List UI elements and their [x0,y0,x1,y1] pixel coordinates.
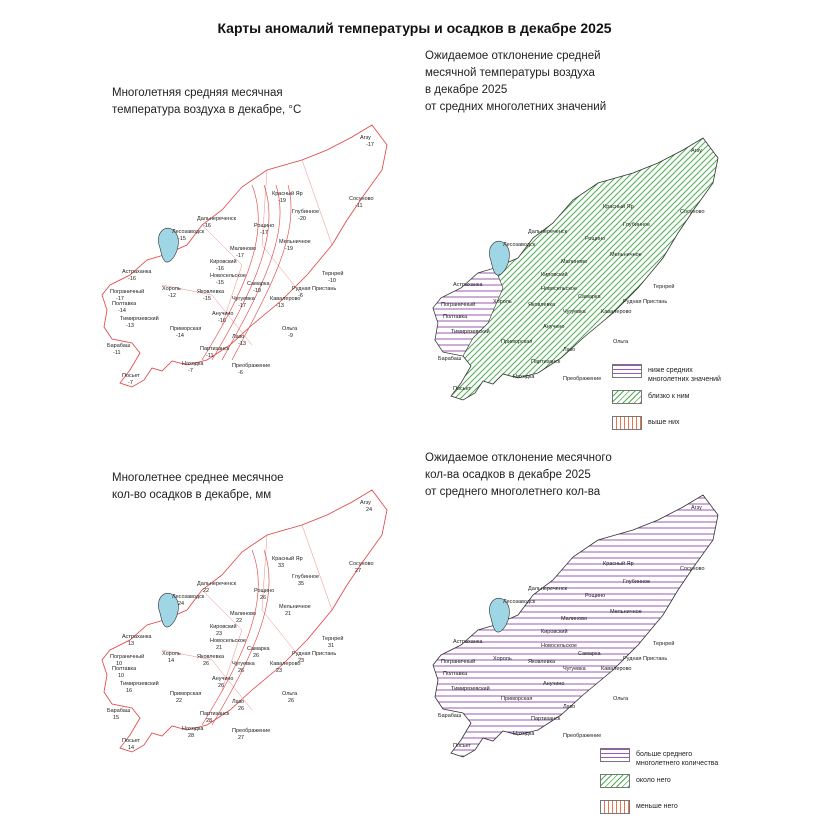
station-name: Агзу [360,135,371,141]
legend-label: ниже средних многолетних значений [648,367,721,383]
station-value: 13 [128,641,135,647]
station-name: Глубинное [623,222,651,228]
station-value: -17 [236,253,244,259]
station-name: Барабаш [107,343,131,349]
station-value: -17 [238,303,246,309]
station-name: Дальнереченск [528,229,568,235]
station-value: -15 [178,236,186,242]
station-name: Сосуново [349,196,374,202]
station-name: Приморская [501,696,533,702]
station-name: Пограничный [110,654,145,660]
station-name: Преображение [232,728,271,734]
temperature-anomaly-map [415,48,745,408]
station-name: Самарка [578,294,601,300]
legend-swatch [600,774,630,788]
station-name: Красный Яр [603,561,634,567]
station-name: Лазо [232,699,245,705]
station-value: 26 [253,653,260,659]
station-name: Рудная Пристань [623,299,668,305]
station-value: -10 [328,278,336,284]
panel-title-line: Многолетняя средняя месячная [112,87,283,99]
station-name: Партизанск [200,711,230,717]
station-name: Хороль [493,299,512,305]
station-name: Посьет [453,386,472,392]
station-name: Полтавка [112,666,137,672]
station-name: Сосуново [349,561,374,567]
station-name: Кавалерово [601,666,632,672]
station-name: Преображение [232,363,271,369]
map-panel-temperature-anomaly [415,48,745,408]
station-name: Кировский [210,259,237,265]
station-name: Тимирязевский [451,329,490,335]
station-name: Лесозаводск [172,229,205,235]
station-value: 28 [188,733,195,739]
station-name: Лазо [232,334,245,340]
station-name: Кавалерово [601,309,632,315]
station-value: -7 [188,368,193,374]
station-value: -11 [206,353,214,359]
station-name: Красный Яр [603,204,634,210]
station-name: Барабаш [107,708,131,714]
panel-title-line: в декабре 2025 [425,84,508,96]
station-value: 22 [236,618,243,624]
station-name: Тимирязевский [120,316,159,322]
station-value: 31 [328,643,335,649]
station-name: Рудная Пристань [292,286,337,292]
panel-title-line: температура воздуха в декабре, °С [112,104,302,116]
station-name: Астраханка [122,634,152,640]
station-value: 33 [278,563,285,569]
station-name: Кавалерово [270,296,301,302]
station-value: -12 [168,293,176,299]
station-name: Пограничный [441,659,476,665]
station-name: Новосельское [210,273,246,279]
station-name: Хороль [162,286,181,292]
station-name: Малиново [561,616,587,622]
station-name: Новосельское [541,286,577,292]
station-value: 23 [216,631,223,637]
station-name: Ольга [613,696,629,702]
station-value: -6 [238,370,243,376]
region-outline [102,490,387,752]
station-name: Тернрей [322,271,344,277]
station-name: Мельничное [279,239,311,245]
station-value: -20 [298,216,306,222]
legend-swatch [612,364,642,378]
panel-title-line: Ожидаемое отклонение месячного [425,452,612,464]
station-name: Находка [182,726,204,732]
station-value: 21 [216,645,223,651]
station-name: Приморская [170,326,202,332]
panel-title-line: от среднего многолетнего кол-ва [425,486,601,498]
station-name: Малиново [561,259,587,265]
station-value: -17 [260,230,268,236]
station-value: 26 [218,683,225,689]
station-name: Преображение [563,733,602,739]
station-name: Мельничное [279,604,311,610]
station-name: Рощино [254,223,275,229]
map-panel-temperature-norm [100,85,430,445]
legend-swatch [600,800,630,814]
station-name: Мельничное [610,609,642,615]
district-boundary [302,160,332,245]
station-name: Рощино [585,593,606,599]
station-value: 24 [178,601,185,607]
station-name: Анучино [543,324,565,330]
station-value: 26 [288,698,295,704]
station-name: Тернрей [653,284,675,290]
station-name: Чугуевка [232,661,255,667]
station-value: -19 [285,246,293,252]
station-value: 15 [113,715,120,721]
station-value: -16 [128,276,136,282]
station-value: -17 [116,296,124,302]
station-name: Анучино [212,311,234,317]
map-panel-precipitation-norm [100,470,430,830]
station-name: Сосуново [680,209,705,215]
station-name: Преображение [563,376,602,382]
precipitation-norm-map [100,470,430,790]
station-name: Агзу [360,500,371,506]
station-name: Малиново [230,611,256,617]
station-name: Пограничный [441,302,476,308]
legend-swatch [612,390,642,404]
station-name: Анучино [212,676,234,682]
station-name: Пограничный [110,289,145,295]
legend-swatch [600,748,630,762]
station-name: Приморская [501,339,533,345]
station-name: Ольга [613,339,629,345]
panel-title-line: Ожидаемое отклонение средней [425,50,601,62]
panel-title-line: кол-ва осадков в декабре 2025 [425,469,591,481]
station-value: 16 [126,688,133,694]
station-name: Анучино [543,681,565,687]
station-value: -19 [278,198,286,204]
station-name: Тернрей [322,636,344,642]
station-name: Глубинное [623,579,651,585]
legend-label: близко к ним [648,393,690,400]
station-name: Дальнереченск [528,586,568,592]
station-name: Ольга [282,326,298,332]
station-name: Дальнереченск [197,216,237,222]
station-name: Кировский [541,272,568,278]
station-name: Находка [513,731,535,737]
station-value: 21 [285,611,292,617]
station-name: Лесозаводск [503,242,536,248]
station-value: -19 [253,288,261,294]
station-value: 27 [238,735,245,741]
station-value: -13 [126,323,134,329]
station-value: 10 [118,673,125,679]
panel-title-line: месячной температуры воздуха [425,67,595,79]
station-value: -16 [216,266,224,272]
station-name: Тимирязевский [120,681,159,687]
station-name: Рощино [585,236,606,242]
station-name: Чугуевка [563,309,586,315]
station-name: Приморская [170,691,202,697]
station-name: Мельничное [610,252,642,258]
station-name: Астраханка [453,282,483,288]
station-value: 26 [238,668,245,674]
legend-swatch [612,416,642,430]
station-value: -14 [176,333,184,339]
legend-label: меньше него [636,803,678,810]
station-name: Астраханка [453,639,483,645]
station-name: Новосельское [210,638,246,644]
station-name: Глубинное [292,574,320,580]
station-value: 23 [298,658,305,664]
panel-title-line: кол-во осадков в декабре, мм [112,489,272,501]
station-name: Красный Яр [272,191,303,197]
station-name: Посьет [122,373,141,379]
district-boundary [302,525,332,610]
station-value: 24 [366,507,373,513]
station-name: Глубинное [292,209,320,215]
station-value: -15 [203,296,211,302]
station-name: Рудная Пристань [292,651,337,657]
station-value: 26 [260,595,267,601]
station-value: -9 [288,333,293,339]
station-name: Барабаш [438,713,462,719]
station-name: Лазо [563,347,576,353]
station-name: Кавалерово [270,661,301,667]
panel-title-line: Многолетнее среднее месячное [112,472,284,484]
station-name: Сосуново [680,566,705,572]
station-name: Полтавка [112,301,137,307]
station-value: -13 [276,303,284,309]
station-name: Агзу [691,148,702,154]
station-name: Посьет [122,738,141,744]
station-name: Яковлевка [528,659,556,665]
station-value: 26 [203,661,210,667]
station-value: -17 [366,142,374,148]
station-value: 26 [238,706,245,712]
station-name: Кировский [210,624,237,630]
station-name: Яковлевка [197,289,225,295]
station-name: Самарка [247,646,270,652]
legend-label: около него [636,777,671,784]
station-value: -15 [216,280,224,286]
station-name: Рощино [254,588,275,594]
station-name: Агзу [691,505,702,511]
station-name: Находка [182,361,204,367]
station-name: Дальнереченск [197,581,237,587]
station-value: 28 [206,718,213,724]
station-name: Партизанск [531,716,561,722]
station-name: Полтавка [443,671,468,677]
station-name: Новосельское [541,643,577,649]
station-name: Кировский [541,629,568,635]
station-value: -7 [128,380,133,386]
station-value: -6 [298,293,303,299]
station-value: 22 [176,698,183,704]
legend-label: выше них [648,419,680,426]
station-value: 14 [168,658,175,664]
region-outline [102,125,387,387]
station-name: Лазо [563,704,576,710]
station-name: Малиново [230,246,256,252]
station-value: -11 [113,350,121,356]
station-value: 27 [355,568,362,574]
station-value: 35 [298,581,305,587]
station-name: Барабаш [438,356,462,362]
station-name: Полтавка [443,314,468,320]
station-name: Рудная Пристань [623,656,668,662]
panel-title-line: от средних многолетних значений [425,101,607,113]
temperature-norm-map [100,85,430,405]
station-name: Красный Яр [272,556,303,562]
page-title: Карты аномалий температуры и осадков в декабре 2025 [217,20,612,36]
station-value: -14 [118,308,126,314]
station-name: Посьет [453,743,472,749]
station-name: Ольга [282,691,298,697]
station-name: Партизанск [200,346,230,352]
station-name: Самарка [247,281,270,287]
station-name: Яковлевка [197,654,225,660]
zone-near-norm [433,138,718,400]
station-name: Партизанск [531,359,561,365]
station-value: -11 [355,203,363,209]
station-value: 10 [116,661,123,667]
station-labels [107,135,374,386]
station-value: 23 [276,668,283,674]
station-name: Тернрей [653,641,675,647]
station-name: Хороль [162,651,181,657]
station-value: -16 [218,318,226,324]
station-value: -16 [203,223,211,229]
station-name: Лесозаводск [503,599,536,605]
station-value: 22 [203,588,210,594]
station-name: Лесозаводск [172,594,205,600]
zone-above-norm [433,495,718,757]
station-name: Чугуевка [563,666,586,672]
station-name: Самарка [578,651,601,657]
station-name: Находка [513,374,535,380]
station-name: Тимирязевский [451,686,490,692]
legend-label: больше среднего многолетнего количества [636,751,719,767]
station-name: Яковлевка [528,302,556,308]
station-value: 14 [128,745,135,751]
station-name: Хороль [493,656,512,662]
station-name: Астраханка [122,269,152,275]
station-value: -13 [238,341,246,347]
station-name: Чугуевка [232,296,255,302]
